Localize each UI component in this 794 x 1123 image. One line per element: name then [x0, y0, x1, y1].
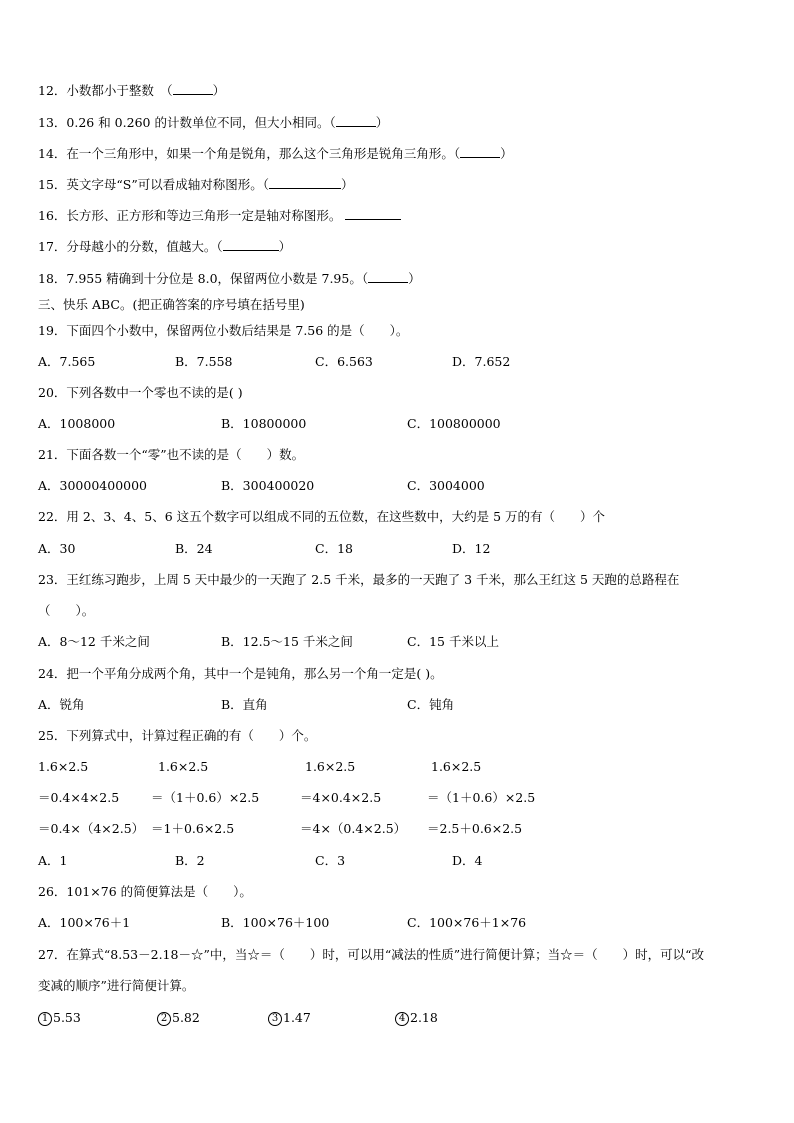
question-text: 16．长方形、正方形和等边三角形一定是轴对称图形。 [38, 208, 342, 223]
calc-cell: 1.6×2.5 [38, 759, 89, 774]
question-27: 27．在算式“8.53－2.18－☆”中，当☆＝（ ）时，可以用“减法的性质”进行简便计算；当☆＝（ ）时，可以“改 [38, 947, 705, 962]
question-12: 12．小数都小于整数 （ ） [38, 83, 226, 98]
option-c[interactable]: C．15 千米以上 [407, 634, 499, 649]
question-18: 18．7.955 精确到十分位是 8.0，保留两位小数是 7.95。（ ） [38, 271, 421, 286]
answer-blank[interactable] [345, 207, 401, 220]
choice-3[interactable] [268, 1010, 311, 1026]
option-a[interactable]: A．1 [38, 853, 68, 868]
option-c[interactable]: C．6.563 [315, 354, 373, 369]
option-a[interactable]: A．8～12 千米之间 [38, 634, 150, 649]
question-text: 17．分母越小的分数，值越大。（ [38, 239, 223, 254]
calc-cell: ＝2.5＋0.6×2.5 [427, 821, 523, 836]
question-text: 12．小数都小于整数 （ [38, 83, 173, 98]
choice-value: 1.47 [283, 1010, 311, 1025]
option-d[interactable]: D．7.652 [452, 354, 511, 369]
option-a[interactable]: A．1008000 [38, 416, 116, 431]
answer-blank[interactable] [368, 270, 408, 283]
option-c[interactable]: C．100800000 [407, 416, 501, 431]
question-25: 25．下列算式中，计算过程正确的有（ ）个。 [38, 728, 317, 743]
option-a[interactable]: A．30000400000 [38, 478, 148, 493]
option-a[interactable]: A．30 [38, 541, 76, 556]
circled-number: 2 [157, 1012, 171, 1026]
calc-cell: 1.6×2.5 [431, 759, 482, 774]
question-text: 13．0.26 和 0.260 的计数单位不同，但大小相同。（ [38, 115, 336, 130]
option-b[interactable]: B．直角 [221, 697, 268, 712]
question-26: 26．101×76 的简便算法是（ ）。 [38, 884, 252, 899]
option-c[interactable]: C．钝角 [407, 697, 455, 712]
question-20: 20．下列各数中一个零也不读的是( ) [38, 385, 243, 400]
question-14: 14．在一个三角形中，如果一个角是锐角，那么这个三角形是锐角三角形。（ ） [38, 146, 513, 161]
question-16 [38, 207, 401, 224]
question-21: 21．下面各数一个“零”也不读的是（ ）数。 [38, 447, 305, 462]
option-c[interactable]: C．3004000 [407, 478, 485, 493]
choice-4[interactable] [395, 1010, 438, 1026]
circled-number: 3 [268, 1012, 282, 1026]
option-c[interactable]: C．3 [315, 853, 346, 868]
calc-cell: ＝4×（0.4×2.5） [300, 821, 407, 836]
option-c[interactable]: C．18 [315, 541, 353, 556]
calc-cell: 1.6×2.5 [158, 759, 209, 774]
question-24: 24．把一个平角分成两个角，其中一个是钝角，那么另一个角一定是( )。 [38, 666, 443, 681]
answer-blank[interactable] [173, 82, 213, 95]
circled-number: 1 [38, 1012, 52, 1026]
answer-blank[interactable] [269, 176, 341, 189]
choice-value: 5.82 [172, 1010, 200, 1025]
choice-2[interactable] [157, 1010, 200, 1026]
question-text: 14．在一个三角形中，如果一个角是锐角，那么这个三角形是锐角三角形。（ [38, 146, 461, 161]
question-19: 19．下面四个小数中，保留两位小数后结果是 7.56 的是（ ）。 [38, 323, 409, 338]
calc-cell: ＝0.4×4×2.5 [38, 790, 120, 805]
circled-number: 4 [395, 1012, 409, 1026]
calc-cell: ＝（1＋0.6）×2.5 [427, 790, 536, 805]
option-a[interactable]: A．锐角 [38, 697, 85, 712]
calc-cell: ＝0.4×（4×2.5） [38, 821, 145, 836]
question-23: 23．王红练习跑步，上周 5 天中最少的一天跑了 2.5 千米，最多的一天跑了 3 千米，那么王红这 5 天跑的总路程在 [38, 572, 680, 587]
option-d[interactable]: D．4 [452, 853, 483, 868]
question-13: 13．0.26 和 0.260 的计数单位不同，但大小相同。（ ） [38, 115, 389, 130]
question-23-continued: （ ）。 [38, 603, 95, 618]
option-d[interactable]: D．12 [452, 541, 491, 556]
calc-cell: 1.6×2.5 [305, 759, 356, 774]
option-b[interactable]: B．12.5～15 千米之间 [221, 634, 353, 649]
section-heading: 三、快乐 ABC。(把正确答案的序号填在括号里) [38, 297, 305, 312]
option-b[interactable]: B．7.558 [175, 354, 233, 369]
option-c[interactable]: C．100×76＋1×76 [407, 915, 527, 930]
option-b[interactable]: B．10800000 [221, 416, 307, 431]
choice-1[interactable] [38, 1010, 81, 1026]
question-17: 17．分母越小的分数，值越大。（ ） [38, 239, 292, 254]
calc-cell: ＝1＋0.6×2.5 [151, 821, 235, 836]
option-a[interactable]: A．100×76＋1 [38, 915, 131, 930]
calc-cell: ＝（1＋0.6）×2.5 [151, 790, 260, 805]
answer-blank[interactable] [336, 114, 376, 127]
option-b[interactable]: B．24 [175, 541, 213, 556]
choice-value: 2.18 [410, 1010, 438, 1025]
option-b[interactable]: B．100×76＋100 [221, 915, 330, 930]
choice-value: 5.53 [53, 1010, 81, 1025]
question-22: 22．用 2、3、4、5、6 这五个数字可以组成不同的五位数，在这些数中，大约是 5 万的有（ ）个 [38, 509, 606, 524]
option-b[interactable]: B．300400020 [221, 478, 315, 493]
option-a[interactable]: A．7.565 [38, 354, 96, 369]
calc-cell: ＝4×0.4×2.5 [300, 790, 382, 805]
question-text: 15．英文字母“S”可以看成轴对称图形。（ [38, 177, 270, 192]
answer-blank[interactable] [460, 145, 500, 158]
question-27-continued: 变减的顺序”进行简便计算。 [38, 978, 195, 993]
answer-blank[interactable] [223, 238, 279, 251]
question-15: 15．英文字母“S”可以看成轴对称图形。（ ） [38, 177, 354, 192]
option-b[interactable]: B．2 [175, 853, 205, 868]
question-text: 18．7.955 精确到十分位是 8.0，保留两位小数是 7.95。（ [38, 271, 369, 286]
